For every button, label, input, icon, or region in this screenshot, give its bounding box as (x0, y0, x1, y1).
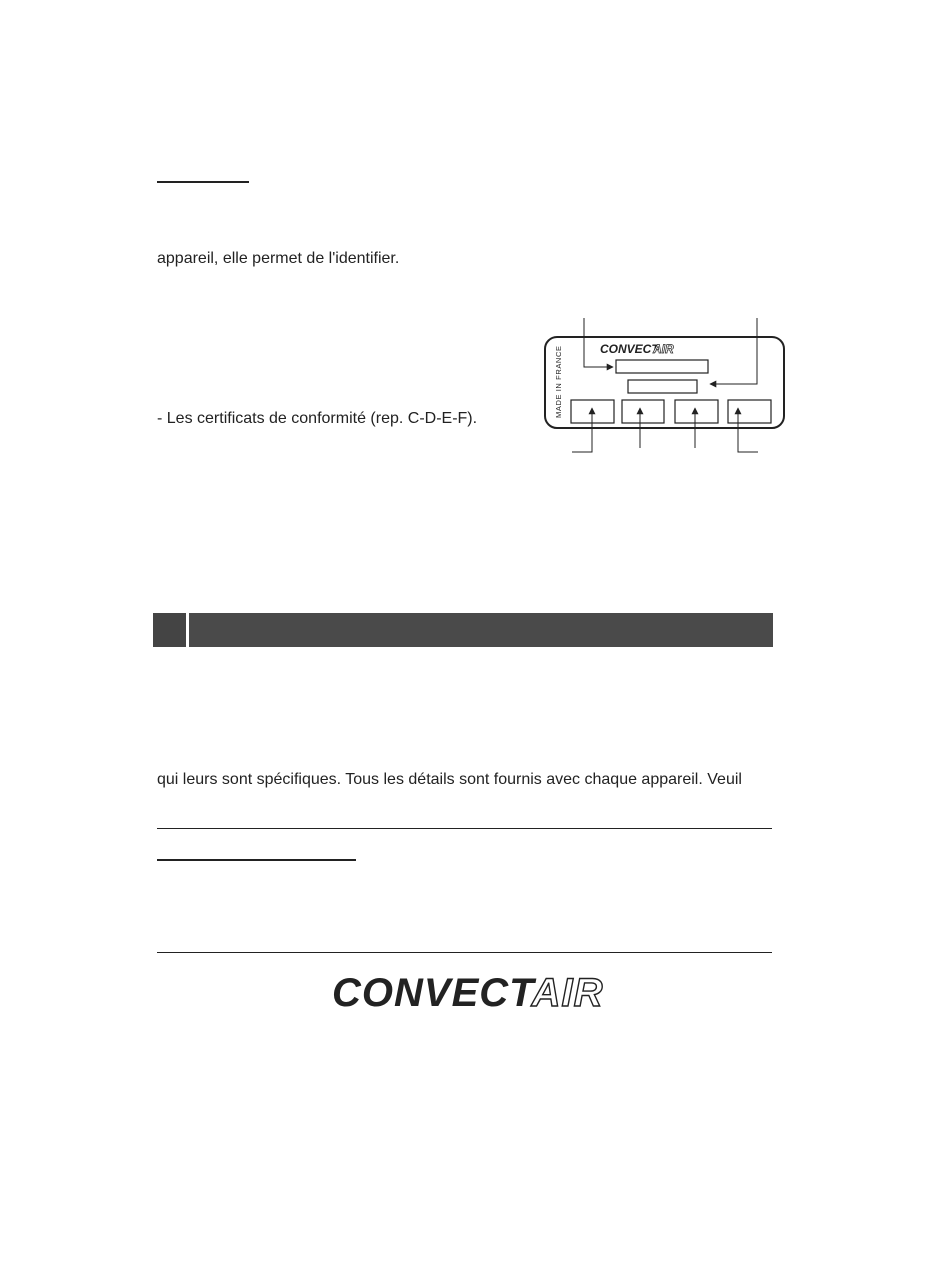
identification-text: appareil, elle permet de l'identifier. (157, 250, 400, 267)
logo-outline-part: AIR (531, 971, 604, 1015)
heading-underline-bottom (157, 859, 356, 861)
nameplate-brand-bold: CONVECT (600, 342, 659, 356)
leader-arrow-c (572, 408, 592, 452)
leader-arrow-serial (710, 318, 757, 384)
certificates-text: - Les certificats de conformité (rep. C-D-E-F). (157, 410, 478, 427)
nameplate-cert-box-f (728, 400, 771, 423)
logo-bold-part: CONVECT (332, 971, 532, 1015)
nameplate-cert-box-e (675, 400, 718, 423)
leader-arrow-f (738, 408, 758, 452)
divider-rule-1 (157, 828, 772, 829)
heading-underline-top (157, 181, 249, 183)
specifics-text: qui leurs sont spécifiques. Tous les détails sont fournis avec chaque appareil. Veuil (157, 771, 742, 788)
section-header-bar (153, 613, 773, 647)
convectair-logo (332, 968, 604, 1018)
nameplate-field-serial (628, 380, 697, 393)
nameplate-brand-outline: AIR (653, 342, 674, 356)
section-title-band (189, 613, 773, 647)
nameplate-diagram (540, 312, 790, 462)
section-number-block (153, 613, 186, 647)
made-in-france-label: MADE IN FRANCE (554, 345, 563, 418)
nameplate-cert-box-d (622, 400, 664, 423)
divider-rule-2 (157, 952, 772, 953)
nameplate-field-reference (616, 360, 708, 373)
